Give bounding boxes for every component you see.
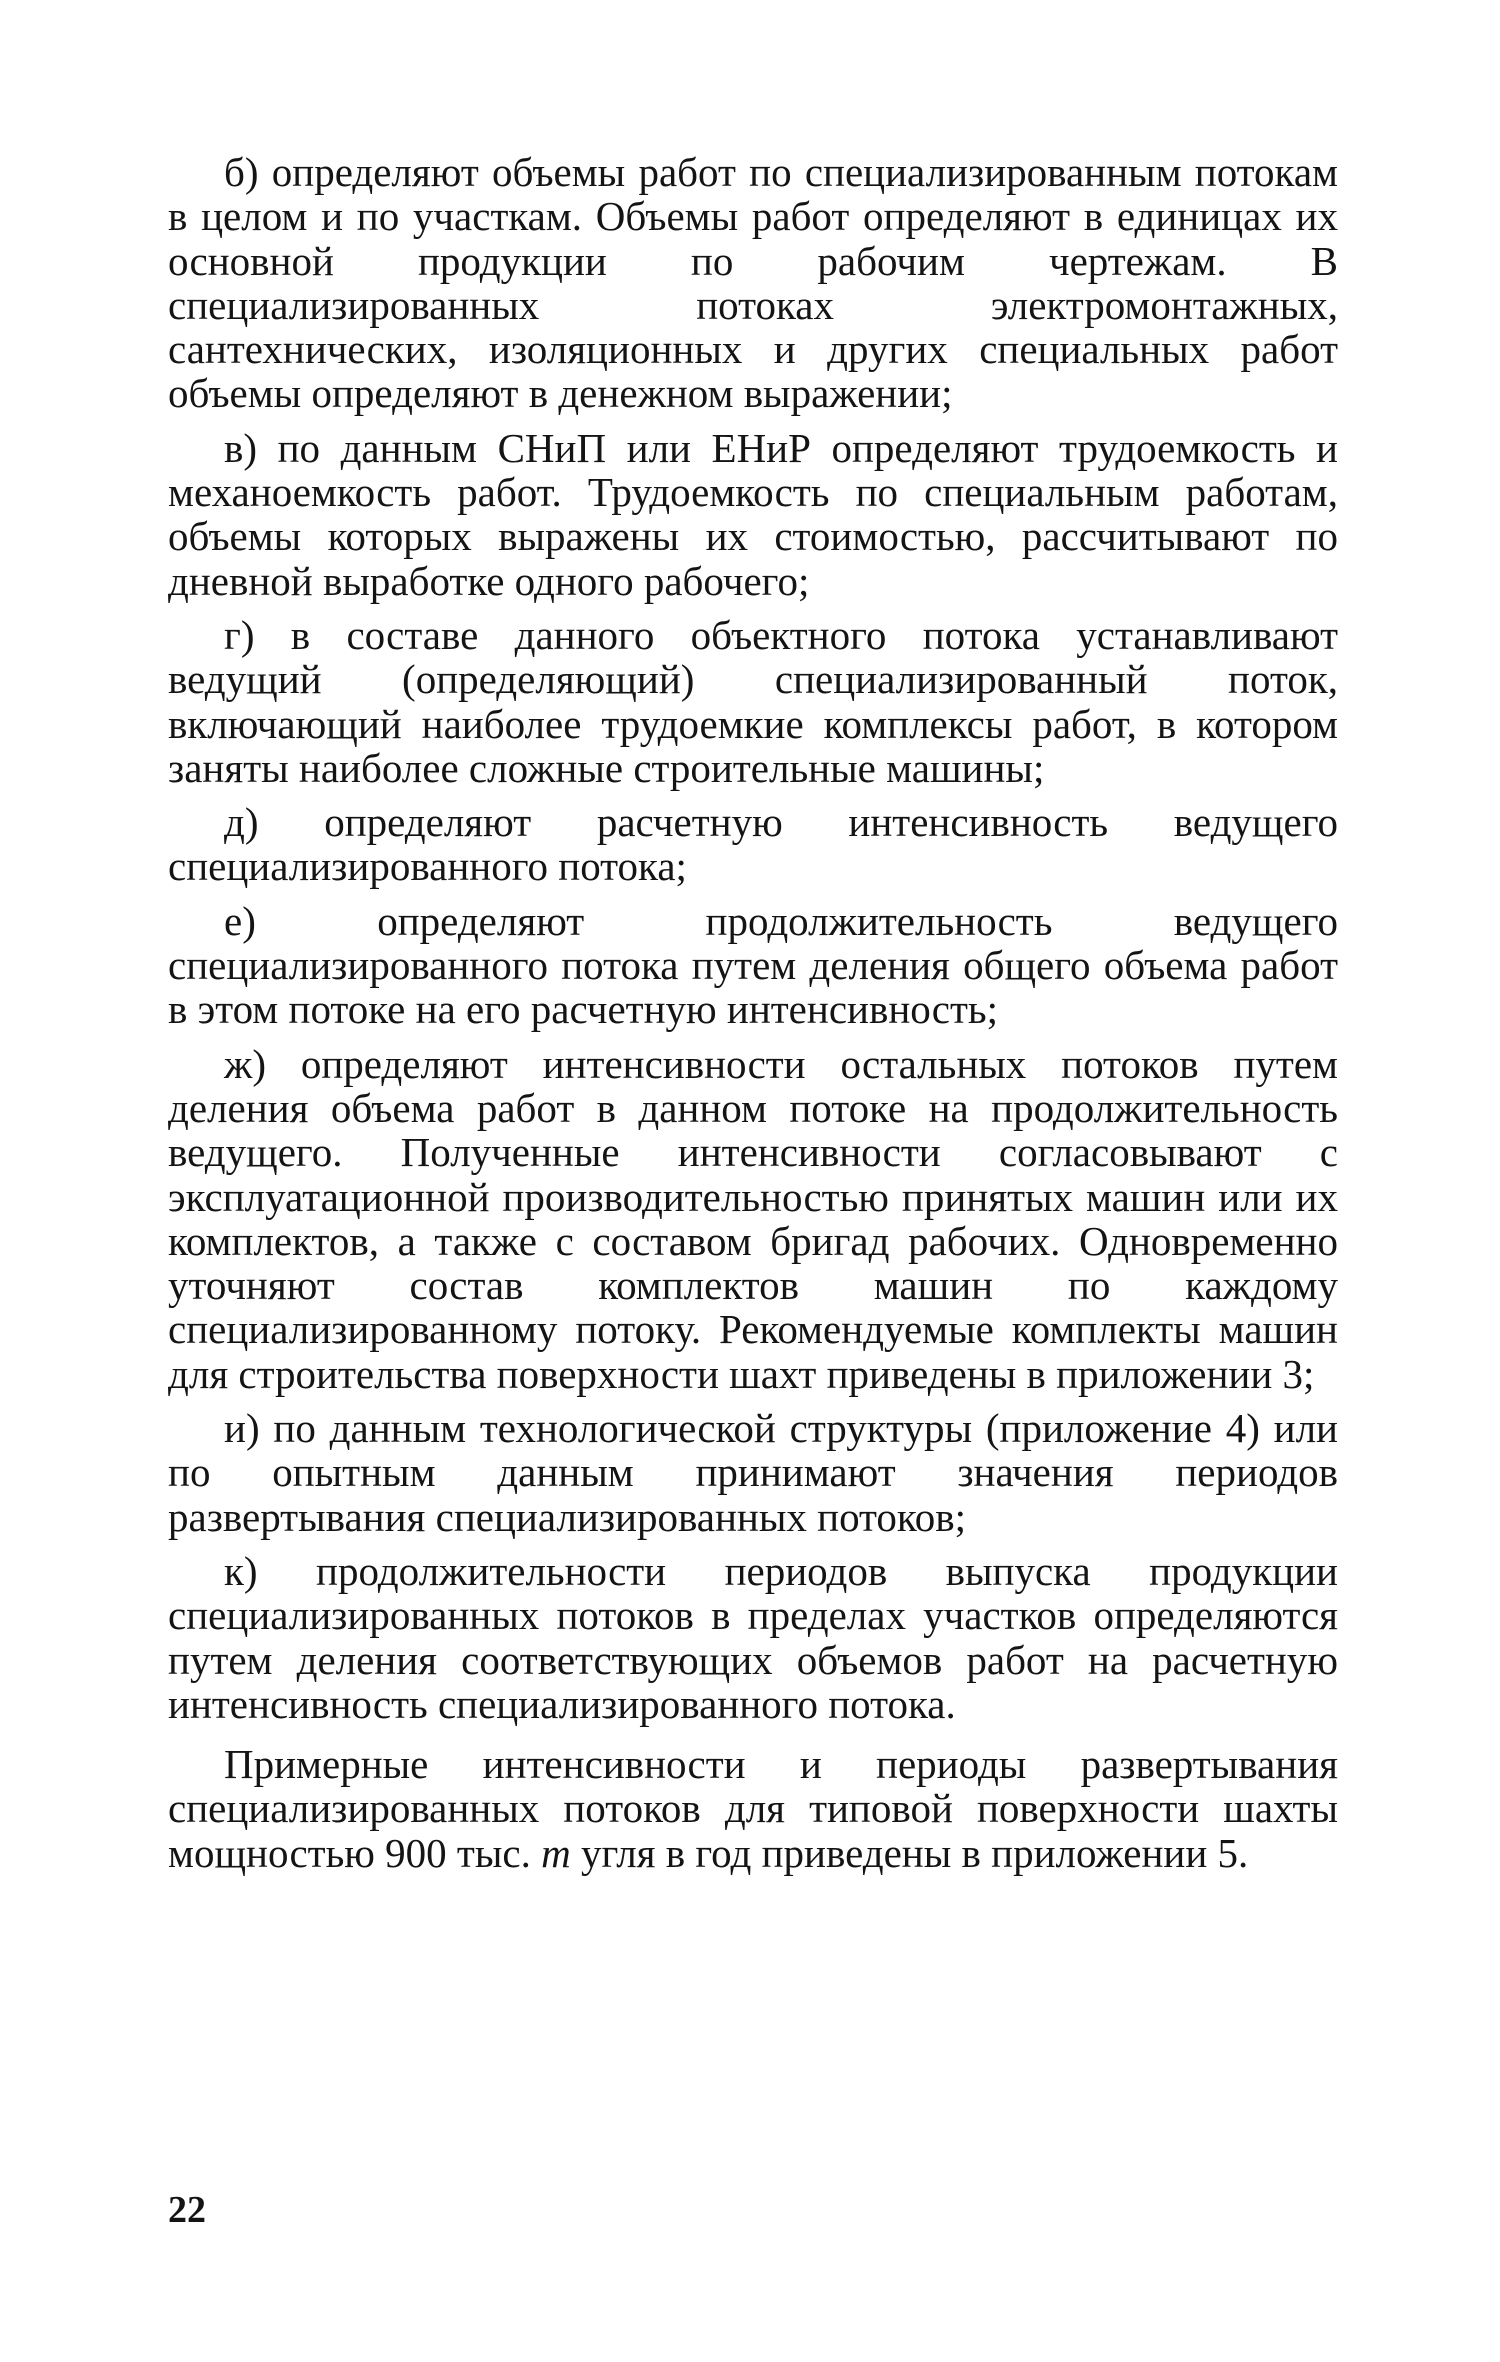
- paragraph-v: в) по данным СНиП или ЕНиР определяют трудоемкость и механоемкость работ. Трудоемкость по специальным работам, объемы которых выражены их стоимостью, рассчитывают по дневной выработке одного рабочего;: [168, 424, 1338, 604]
- page-body: [168, 150, 1338, 1885]
- paragraph-e: е) определяют продолжительность ведущего специализированного потока путем деления общего объема работ в этом потоке на его расчетную интенсивность;: [168, 897, 1338, 1033]
- paragraph-b: б) определяют объемы работ по специализированным потокам в целом и по участкам. Объемы работ определяют в единицах их основной продукции по рабочим чертежам. В специализированных потоках электромонтажных, сантехнических, изоляционных и других специальных работ объемы определяют в денежном выражении;: [168, 149, 1338, 417]
- paragraph-zh: ж) определяют интенсивности остальных потоков путем деления объема работ в данном потоке на продолжительность ведущего. Полученные интенсивности согласовывают с эксплуатационной производительностью принятых машин или их комплектов, а также с составом бригад рабочих. Одновременно уточняют состав комплектов машин по каждому специализированному потоку. Рекомендуемые комплекты машин для строительства поверхности шахт приведены в приложении 3;: [168, 1040, 1338, 1397]
- unit-ton: т: [541, 1829, 571, 1876]
- paragraph-d: д) определяют расчетную интенсивность ведущего специализированного потока;: [168, 799, 1338, 890]
- summary-text-end: угля в год приведены в приложении 5.: [570, 1829, 1249, 1876]
- page-number: 22: [168, 2189, 206, 2231]
- paragraph-summary: [168, 1742, 1338, 1875]
- paragraph-i: и) по данным технологической структуры (приложение 4) или по опытным данным принимают значения периодов развертывания специализированных потоков;: [168, 1405, 1338, 1540]
- paragraph-k: к) продолжительности периодов выпуска продукции специализированных потоков в пределах участков определяются путем деления соответствующих объемов работ на расчетную интенсивность специализированного потока.: [168, 1547, 1338, 1727]
- summary-text-start: Примерные интенсивности и периоды развертывания специализированных потоков для типовой поверхности шахты мощностью 900 тыс.: [168, 1741, 1338, 1876]
- paragraph-g: г) в составе данного объектного потока устанавливают ведущий (определяющий) специализированный поток, включающий наиболее трудоемкие комплексы работ, в котором заняты наиболее сложные строительные машины;: [168, 611, 1338, 791]
